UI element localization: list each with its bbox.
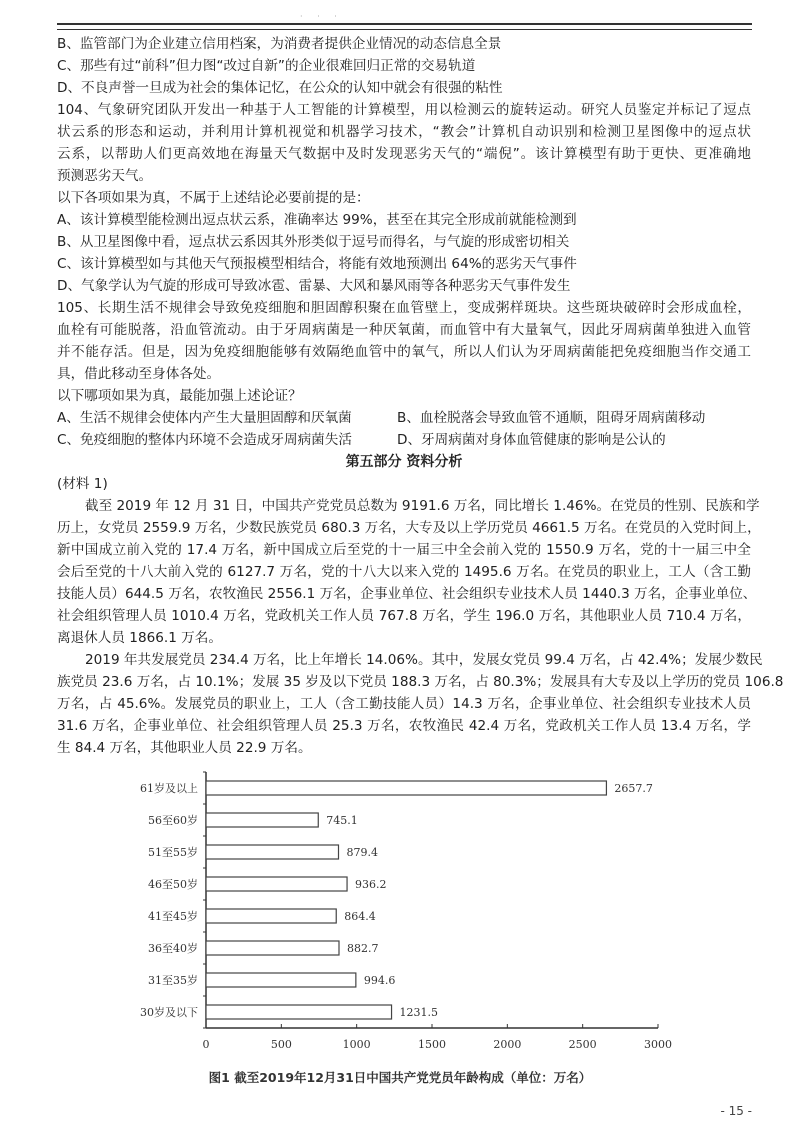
q104-option-b: B、从卫星图像中看，逗点状云系因其外形类似于逗号而得名，与气旋的形成密切相关 — [57, 234, 570, 250]
q104-option-a: A、该计算模型能检测出逗点状云系，准确率达 99%，甚至在其完全形成前就能检测到 — [57, 212, 577, 228]
x-tick-label: 1500 — [418, 1038, 446, 1051]
page-content — [57, 33, 784, 759]
value-label: 994.6 — [363, 974, 396, 987]
bar — [206, 1005, 392, 1019]
value-label: 936.2 — [355, 878, 387, 891]
q105-question: 以下哪项如果为真，最能加强上述论证？ — [57, 388, 302, 404]
category-label: 31至35岁 — [148, 974, 198, 987]
section-title: 第五部分 资料分析 — [345, 454, 463, 470]
q105-option-c: C、免疫细胞的整体内环境不会造成牙周病菌失活 — [57, 432, 352, 448]
x-tick-label: 0 — [202, 1038, 210, 1051]
para1-line: 历上，女党员 2559.9 万名，少数民族党员 680.3 万名，大专及以上学历党员 4661.5 万名。在党员的入党时间上， — [57, 520, 761, 536]
para2-line: 31.6 万名，企事业单位、社会组织管理人员 25.3 万名，农牧渔民 42.4 万名，党政机关工作人员 13.4 万名，学 — [57, 718, 751, 734]
option-line: B、监管部门为企业建立信用档案，为消费者提供企业情况的动态信息全景 — [57, 36, 502, 52]
q105-option-b: B、血栓脱落会导致血管不通顺，阻碍牙周病菌移动 — [397, 410, 706, 426]
x-tick-label: 1000 — [342, 1038, 371, 1051]
bar — [206, 973, 356, 987]
q104-question: 以下各项如果为真，不属于上述结论必要前提的是： — [57, 190, 370, 206]
header-rule — [57, 23, 752, 30]
bar — [206, 909, 336, 923]
value-label: 745.1 — [326, 814, 358, 827]
para1-line: 离退休人员 1866.1 万名。 — [57, 630, 222, 646]
bar — [206, 845, 338, 859]
q105-options-row — [57, 429, 751, 451]
q104-stem-line: 状云系的形态和运动，并利用计算机视觉和机器学习技术，“教会”计算机自动识别和检测卫星图像中的逗点状 — [57, 124, 751, 140]
option-line: D、不良声誉一旦成为社会的集体记忆，在公众的认知中就会有很强的粘性 — [57, 80, 503, 96]
category-label: 56至60岁 — [148, 814, 198, 827]
header-dots: · · · — [300, 12, 343, 21]
q104-option-d: D、气象学认为气旋的形成可导致冰雹、雷暴、大风和暴风雨等各种恶劣天气事件发生 — [57, 278, 571, 294]
q104-option-c: C、该计算模型如与其他天气预报模型相结合，将能有效地预测出 64%的恶劣天气事件 — [57, 256, 577, 272]
para1-line: 截至 2019 年 12 月 31 日，中国共产党党员总数为 9191.6 万名，同比增长 1.46%。在党员的性别、民族和学 — [85, 498, 760, 514]
material-label: (材料 1) — [57, 476, 108, 492]
age-bar-chart — [0, 770, 800, 1060]
q105-option-d: D、牙周病菌对身体血管健康的影响是公认的 — [397, 432, 666, 448]
value-label: 879.4 — [346, 846, 378, 859]
x-tick-label: 3000 — [644, 1038, 672, 1051]
q104-stem-line: 104、气象研究团队开发出一种基于人工智能的计算模型，用以检测云的旋转运动。研究人员鉴定并标记了逗点 — [57, 102, 751, 118]
x-tick-label: 2500 — [568, 1038, 597, 1051]
q104-stem-line: 预测恶劣天气。 — [57, 168, 153, 184]
x-tick-label: 500 — [270, 1038, 292, 1051]
category-label: 41至45岁 — [148, 910, 198, 923]
category-label: 36至40岁 — [148, 942, 198, 955]
value-label: 2657.7 — [614, 782, 653, 795]
para2-line: 族党员 23.6 万名，占 10.1%；发展 35 岁及以下党员 188.3 万名，占 80.3%；发展具有大专及以上学历的党员 106.8 — [57, 674, 784, 690]
bar — [206, 877, 347, 891]
para2-line: 2019 年共发展党员 234.4 万名，比上年增长 14.06%。其中，发展女党员 99.4 万名，占 42.4%；发展少数民 — [85, 652, 763, 668]
para1-line: 技能人员）644.5 万名，农牧渔民 2556.1 万名，企事业单位、社会组织专业技术人员 1440.3 万名，企事业单位、 — [57, 586, 757, 602]
q105-stem-line: 并不能存活。但是，因为免疫细胞能够有效隔绝血管中的氧气，所以人们认为牙周病菌能把免疫细胞当作交通工 — [57, 344, 751, 360]
q104-stem-line: 云系，以帮助人们更高效地在海量天气数据中及时发现恶劣天气的“端倪”。该计算模型有助于更快、更准确地 — [57, 146, 751, 162]
bar — [206, 941, 339, 955]
bar — [206, 781, 606, 795]
q105-stem-line: 105、长期生活不规律会导致免疫细胞和胆固醇积聚在血管壁上，变成粥样斑块。这些斑块破碎时会形成血栓， — [57, 300, 751, 316]
category-label: 61岁及以上 — [140, 782, 198, 795]
value-label: 1231.5 — [399, 1006, 439, 1019]
category-label: 51至55岁 — [148, 846, 198, 859]
para1-line: 新中国成立前入党的 17.4 万名，新中国成立后至党的十一届三中全会前入党的 1550.9 万名，党的十一届三中全 — [57, 542, 751, 558]
value-label: 864.4 — [344, 910, 376, 923]
q105-stem-line: 血栓有可能脱落，沿血管流动。由于牙周病菌是一种厌氧菌，而血管中有大量氧气，因此牙周病菌单独进入血管 — [57, 322, 751, 338]
para2-line: 生 84.4 万名，其他职业人员 22.9 万名。 — [57, 740, 312, 756]
page-number: - 15 - — [720, 1104, 752, 1118]
category-label: 46至50岁 — [148, 878, 198, 891]
value-label: 882.7 — [346, 942, 379, 955]
para2-line: 万名，占 45.6%。发展党员的职业上，工人（含工勤技能人员）14.3 万名，企事业单位、社会组织专业技术人员 — [57, 696, 751, 712]
option-line: C、那些有过“前科”但力图“改过自新”的企业很难回归正常的交易轨道 — [57, 58, 476, 74]
x-tick-label: 2000 — [493, 1038, 522, 1051]
q105-option-a: A、生活不规律会使体内产生大量胆固醇和厌氧菌 — [57, 410, 352, 426]
para1-line: 社会组织管理人员 1010.4 万名，党政机关工作人员 767.8 万名，学生 196.0 万名，其他职业人员 710.4 万名， — [57, 608, 751, 624]
bar — [206, 813, 318, 827]
q105-options-row — [57, 407, 751, 429]
chart-caption: 图1 截至2019年12月31日中国共产党党员年龄构成（单位：万名） — [208, 1070, 592, 1085]
category-label: 30岁及以下 — [140, 1006, 198, 1019]
para1-line: 会后至党的十八大前入党的 6127.7 万名，党的十八大以来入党的 1495.6 万名。在党员的职业上，工人（含工勤 — [57, 564, 751, 580]
q105-stem-line: 具，借此移动至身体各处。 — [57, 366, 221, 382]
